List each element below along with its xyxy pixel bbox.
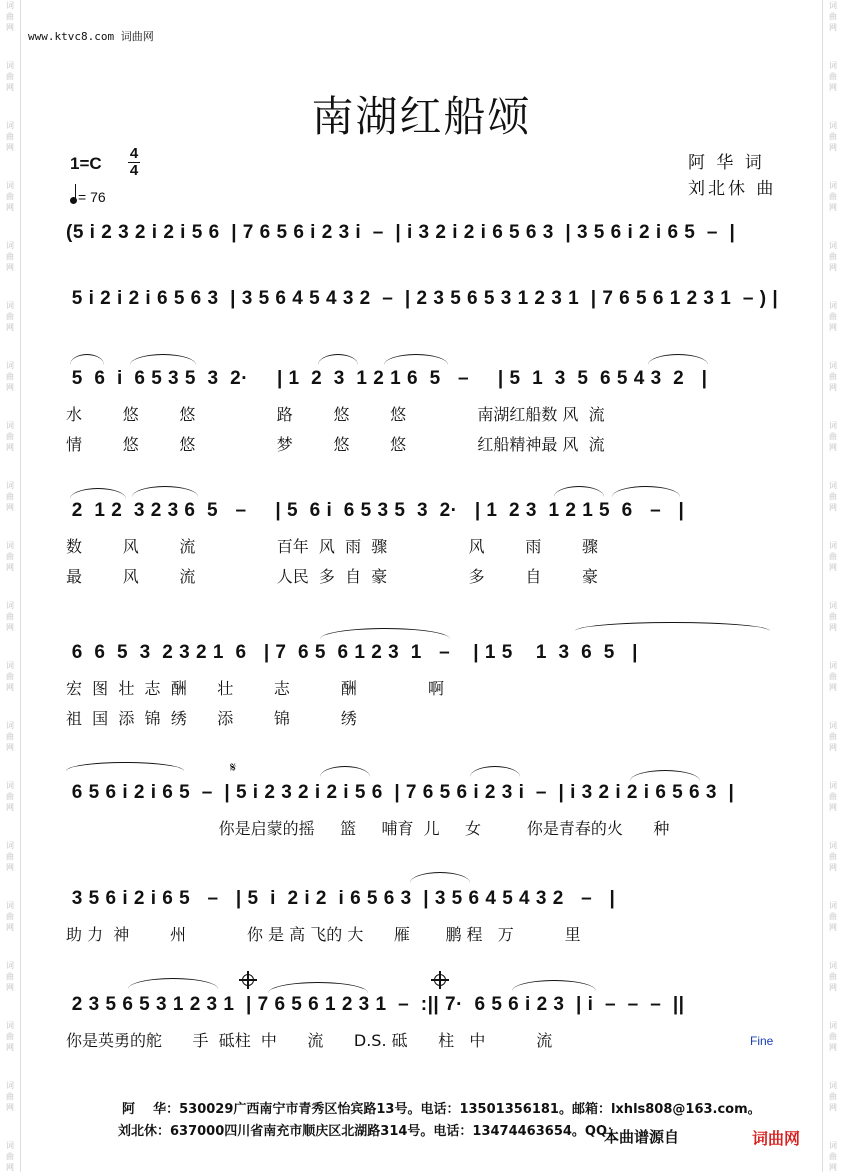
watermark-text: 词 曲 网 — [6, 241, 14, 272]
watermark-text: 词 曲 网 — [829, 181, 837, 212]
slur — [70, 488, 126, 499]
notation-row-1: (5 i 2 3 2 i 2 i 5 6 | 7 6 5 6 i 2 3 i – | i 3 2 i 2 i 6 5 6 3 | 3 5 6 i 2 i 6 5 – | — [66, 222, 736, 243]
slur — [554, 486, 604, 497]
watermark-text: 词 曲 网 — [829, 901, 837, 932]
watermark-text: 词 曲 网 — [6, 841, 14, 872]
watermark-text: 词 曲 网 — [6, 481, 14, 512]
left-watermark-strip — [0, 0, 21, 1172]
watermark-text: 词 曲 网 — [6, 1081, 14, 1112]
watermark-text: 词 曲 网 — [6, 781, 14, 812]
watermark-text: 词 曲 网 — [6, 601, 14, 632]
slur — [70, 354, 104, 365]
watermark-text: 词 曲 网 — [6, 1021, 14, 1052]
slur — [66, 762, 184, 771]
site-url[interactable]: www.ktvc8.com 词曲网 — [28, 30, 154, 43]
quarter-note-icon — [69, 196, 78, 205]
watermark-text: 词 曲 网 — [829, 361, 837, 392]
watermark-text: 词 曲 网 — [829, 61, 837, 92]
footer-contact-lyricist: 阿 华：530029广西南宁市青秀区怡宾路13号。电话：13501356181。邮箱：lxhls808@163.com。 — [122, 1102, 761, 1117]
coda-icon — [434, 974, 446, 986]
slur — [470, 766, 520, 777]
right-watermark-strip — [822, 0, 843, 1172]
composer-credit: 刘北休 曲 — [688, 179, 777, 199]
watermark-text: 词 曲 网 — [6, 1141, 14, 1172]
watermark-text: 词 曲 网 — [6, 361, 14, 392]
brand-logo[interactable]: 词曲网 — [752, 1129, 801, 1148]
key-signature: 1=C — [70, 154, 102, 173]
footer-contact-composer: 刘北休：637000四川省南充市顺庆区北湖路314号。电话：13474463654。QQ： — [118, 1124, 621, 1139]
slur — [384, 354, 448, 365]
watermark-text: 词 曲 网 — [829, 121, 837, 152]
lyrics-row-3-verse-1: 水 悠 悠 路 悠 悠 南湖红船数 风 流 — [66, 405, 605, 424]
slur — [318, 354, 358, 365]
watermark-text: 词 曲 网 — [6, 421, 14, 452]
slur — [512, 980, 596, 991]
notation-row-5: 6 6 5 3 2 3 2 1 6 | 7 6 5 6 1 2 3 1 – | 1 5 1 3 6 5 | — [66, 642, 638, 663]
slur — [410, 872, 470, 883]
watermark-text: 词 曲 网 — [829, 781, 837, 812]
source-label: 本曲谱源自 — [604, 1128, 680, 1146]
time-signature — [128, 146, 140, 179]
watermark-text: 词 曲 网 — [829, 541, 837, 572]
lyricist-credit: 阿 华 词 — [688, 153, 765, 173]
lyrics-row-8: 你是英勇的舵 手 砥柱 中 流 D.S. 砥 柱 中 流 — [66, 1031, 553, 1050]
lyrics-row-7: 助 力 神 州 你 是 高 飞的 大 雁 鹏 程 万 里 — [66, 925, 581, 944]
watermark-text: 词 曲 网 — [829, 301, 837, 332]
fine-marking: Fine — [750, 1034, 774, 1048]
watermark-text: 词 曲 网 — [829, 721, 837, 752]
notation-row-7: 3 5 6 i 2 i 6 5 – | 5 i 2 i 2 i 6 5 6 3 | 3 5 6 4 5 4 3 2 – | — [66, 888, 616, 909]
watermark-text: 词 曲 网 — [829, 1141, 837, 1172]
slur — [132, 486, 198, 497]
lyrics-row-3-verse-2: 情 悠 悠 梦 悠 悠 红船精神最 风 流 — [66, 435, 605, 454]
watermark-text: 词 曲 网 — [6, 721, 14, 752]
slur — [612, 486, 680, 497]
watermark-text: 词 曲 网 — [6, 901, 14, 932]
slur — [630, 770, 700, 781]
notation-row-8: 2 3 5 6 5 3 1 2 3 1 | 7 6 5 6 1 2 3 1 – :|| 7· 6 5 6 i 2 3 | i – – – || — [66, 994, 685, 1015]
notation-row-2: 5 i 2 i 2 i 6 5 6 3 | 3 5 6 4 5 4 3 2 – | 2 3 5 6 5 3 1 2 3 1 | 7 6 5 6 1 2 3 1 – ) | — [66, 288, 779, 309]
coda-icon — [242, 974, 254, 986]
watermark-text: 词 曲 网 — [6, 301, 14, 332]
notation-row-4: 2 1 2 3 2 3 6 5 – | 5 6 i 6 5 3 5 3 2· | 1 2 3 1 2 1 5 6 – | — [66, 500, 685, 521]
watermark-text: 词 曲 网 — [829, 1, 837, 32]
watermark-text: 词 曲 网 — [6, 121, 14, 152]
time-signature-top: 4 — [129, 145, 139, 162]
notation-row-3: 5 6 i 6 5 3 5 3 2· | 1 2 3 1 2 1 6 5 – | 5 1 3 5 6 5 4 3 2 | — [66, 368, 708, 389]
watermark-text: 词 曲 网 — [829, 1081, 837, 1112]
slur — [320, 766, 370, 777]
slur — [648, 354, 708, 365]
lyrics-row-6: 你是启蒙的摇 篮 哺育 儿 女 你是青春的火 种 — [66, 819, 670, 838]
tempo-marking — [70, 188, 106, 205]
time-signature-bottom: 4 — [129, 162, 139, 179]
watermark-text: 词 曲 网 — [829, 661, 837, 692]
watermark-text: 词 曲 网 — [829, 601, 837, 632]
watermark-text: 词 曲 网 — [829, 961, 837, 992]
watermark-text: 词 曲 网 — [6, 181, 14, 212]
watermark-text: 词 曲 网 — [6, 961, 14, 992]
watermark-text: 词 曲 网 — [6, 541, 14, 572]
tempo-value: = 76 — [78, 189, 106, 205]
slur — [128, 978, 218, 989]
segno-icon: 𝄋 — [230, 760, 237, 776]
watermark-text: 词 曲 网 — [829, 421, 837, 452]
lyrics-row-4-verse-2: 最 风 流 人民 多 自 豪 多 自 豪 — [66, 567, 599, 586]
watermark-text: 词 曲 网 — [829, 841, 837, 872]
song-title: 南湖红船颂 — [311, 92, 532, 141]
lyrics-row-5-verse-2: 祖 国 添 锦 绣 添 锦 绣 — [66, 709, 357, 728]
watermark-text: 词 曲 网 — [6, 61, 14, 92]
watermark-text: 词 曲 网 — [829, 481, 837, 512]
slur — [268, 982, 368, 993]
notation-row-6: 6 5 6 i 2 i 6 5 – | 5 i 2 3 2 i 2 i 5 6 | 7 6 5 6 i 2 3 i – | i 3 2 i 2 i 6 5 6 3 | — [66, 782, 735, 803]
slur — [130, 354, 196, 365]
watermark-text: 词 曲 网 — [6, 1, 14, 32]
watermark-text: 词 曲 网 — [829, 1021, 837, 1052]
lyrics-row-5-verse-1: 宏 图 壮 志 酬 壮 志 酬 啊 — [66, 679, 444, 698]
slur — [575, 622, 770, 631]
slur — [320, 628, 450, 639]
watermark-text: 词 曲 网 — [6, 661, 14, 692]
watermark-text: 词 曲 网 — [829, 241, 837, 272]
lyrics-row-4-verse-1: 数 风 流 百年 风 雨 骤 风 雨 骤 — [66, 537, 599, 556]
